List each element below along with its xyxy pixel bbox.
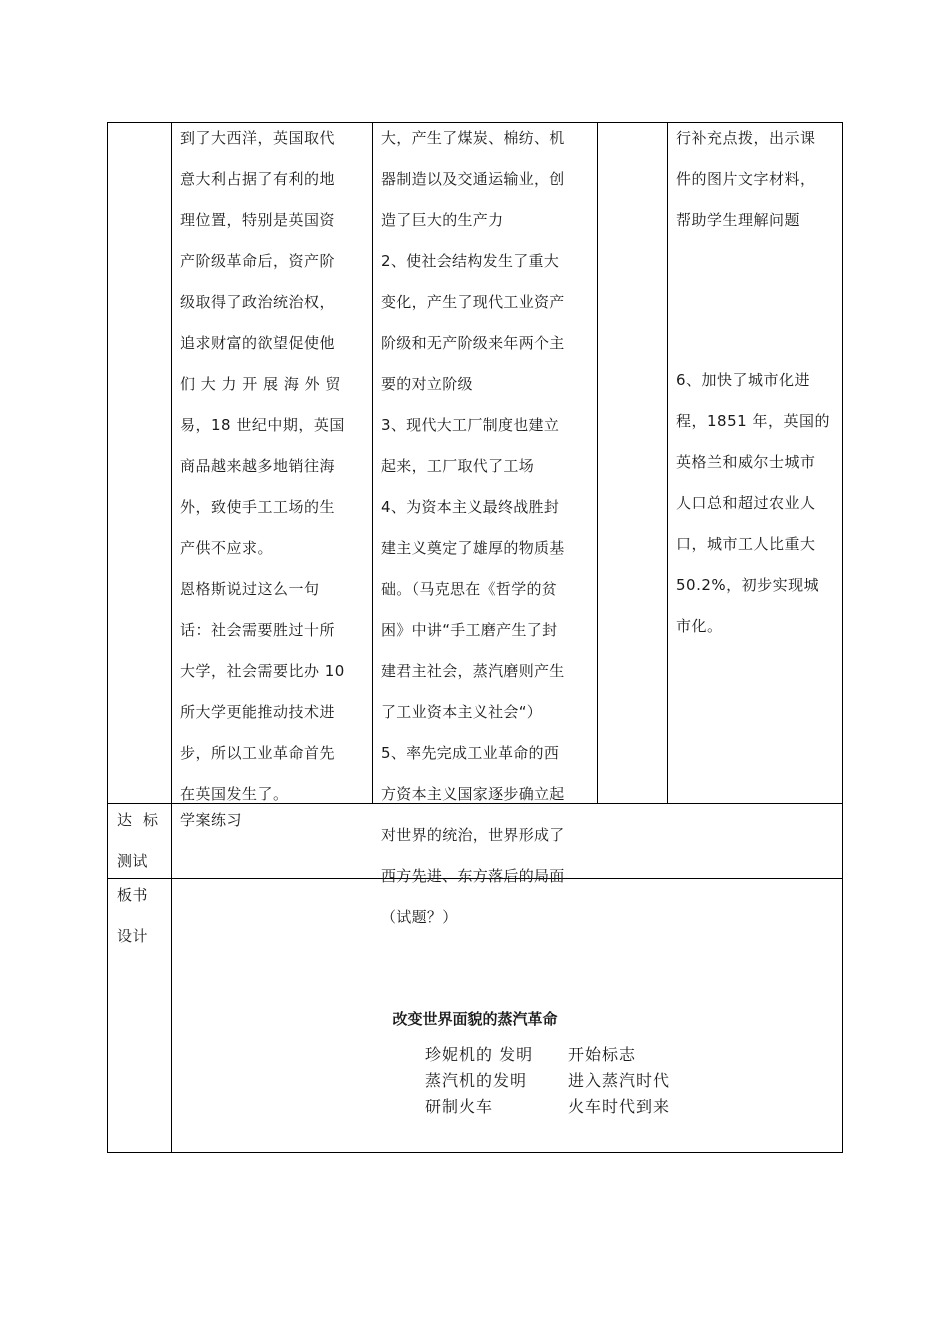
table-border-bottom xyxy=(107,1152,843,1153)
text-line: 建君主社会，蒸汽磨则产生 xyxy=(381,662,565,680)
text-line: 要的对立阶级 xyxy=(381,375,473,393)
text-line: 50.2%，初步实现城 xyxy=(676,576,820,594)
text-line: 所大学更能推动技术进 xyxy=(180,703,336,721)
board-title: 改变世界面貌的蒸汽革命 xyxy=(392,1010,558,1028)
column-divider xyxy=(597,122,598,803)
text-line: 大，产生了煤炭、棉纺、机 xyxy=(381,129,565,147)
column-divider xyxy=(171,122,172,1153)
text-line: 在英国发生了。 xyxy=(180,785,289,803)
text-line: 4、为资本主义最终战胜封 xyxy=(381,498,560,516)
text-line: 商品越来越多地销往海 xyxy=(180,457,336,475)
column-divider xyxy=(372,122,373,803)
text-line: 困》中讲“手工磨产生了封 xyxy=(381,621,558,639)
teacher-notes-top xyxy=(676,118,841,241)
text-line: 程，1851 年，英国的 xyxy=(676,412,830,430)
text-line: 口，城市工人比重大 xyxy=(676,535,816,553)
text-line: 建主义奠定了雄厚的物质基 xyxy=(381,539,565,557)
text-line: 恩格斯说过这么一句 xyxy=(180,580,320,598)
text-line: 话：社会需要胜过十所 xyxy=(180,621,336,639)
label-line: 板书 xyxy=(117,886,149,904)
text-line: 方资本主义国家逐步确立起 xyxy=(381,785,565,803)
label-line: 设计 xyxy=(117,927,149,945)
exercise-text: 学案练习 xyxy=(180,811,243,829)
teacher-notes-bottom xyxy=(676,360,841,647)
text-line: 3、现代大工厂制度也建立 xyxy=(381,416,560,434)
text-line: 5、率先完成工业革命的西 xyxy=(381,744,560,762)
table-border-right xyxy=(842,122,843,1153)
text-line: 易，18 世纪中期，英国 xyxy=(180,416,345,434)
label-line: 达 标 xyxy=(117,811,159,829)
text-line: 造了巨大的生产力 xyxy=(381,211,504,229)
text-line: 产供不应求。 xyxy=(180,539,274,557)
board-item-left: 研制火车 xyxy=(425,1097,494,1116)
text-line: 阶级和无产阶级来年两个主 xyxy=(381,334,565,352)
dabiao-label xyxy=(117,800,169,882)
text-line: 西方先进、东方落后的局面 xyxy=(381,867,565,885)
text-line: 人口总和超过农业人 xyxy=(676,494,816,512)
text-line: （试题？） xyxy=(381,908,458,926)
text-line: 产阶级革命后，资产阶 xyxy=(180,252,336,270)
board-item-left: 蒸汽机的发明 xyxy=(425,1071,528,1090)
text-line: 追求财富的欲望促使他 xyxy=(180,334,336,352)
lesson-table xyxy=(107,122,843,1153)
column-divider xyxy=(667,122,668,803)
board-item-left: 珍妮机的 发明 xyxy=(425,1045,534,1064)
text-line: 起来，工厂取代了工场 xyxy=(381,457,535,475)
table-border-left xyxy=(107,122,108,1153)
board-item-right: 进入蒸汽时代 xyxy=(568,1071,671,1090)
text-line: 6、加快了城市化进 xyxy=(676,371,811,389)
text-line: 意大利占据了有利的地 xyxy=(180,170,336,188)
text-line: 件的图片文字材料， xyxy=(676,170,816,188)
label-line: 测试 xyxy=(117,852,149,870)
reasons-text xyxy=(180,118,370,815)
text-line: 步，所以工业革命首先 xyxy=(180,744,336,762)
text-line: 们 大 力 开 展 海 外 贸 xyxy=(180,375,341,393)
text-line: 行补充点拨，出示课 xyxy=(676,129,816,147)
text-line: 变化，产生了现代工业资产 xyxy=(381,293,565,311)
text-line: 大学，社会需要比办 10 xyxy=(180,662,345,680)
text-line: 市化。 xyxy=(676,617,723,635)
text-line: 理位置，特别是英国资 xyxy=(180,211,336,229)
dabiao-content xyxy=(180,800,242,841)
text-line: 础。（马克思在《哲学的贫 xyxy=(381,580,558,598)
text-line: 级取得了政治统治权， xyxy=(180,293,336,311)
banshu-label xyxy=(117,875,169,957)
text-line: 2、使社会结构发生了重大 xyxy=(381,252,560,270)
text-line: 帮助学生理解问题 xyxy=(676,211,801,229)
text-line: 对世界的统治，世界形成了 xyxy=(381,826,565,844)
text-line: 器制造以及交通运输业，创 xyxy=(381,170,565,188)
text-line: 到了大西洋，英国取代 xyxy=(180,129,336,147)
impacts-text xyxy=(381,118,595,938)
text-line: 外，致使手工工场的生 xyxy=(180,498,336,516)
text-line: 英格兰和威尔士城市 xyxy=(676,453,816,471)
board-item-right: 开始标志 xyxy=(568,1045,637,1064)
board-item-right: 火车时代到来 xyxy=(568,1097,671,1116)
text-line: 了工业资本主义社会“） xyxy=(381,703,543,721)
